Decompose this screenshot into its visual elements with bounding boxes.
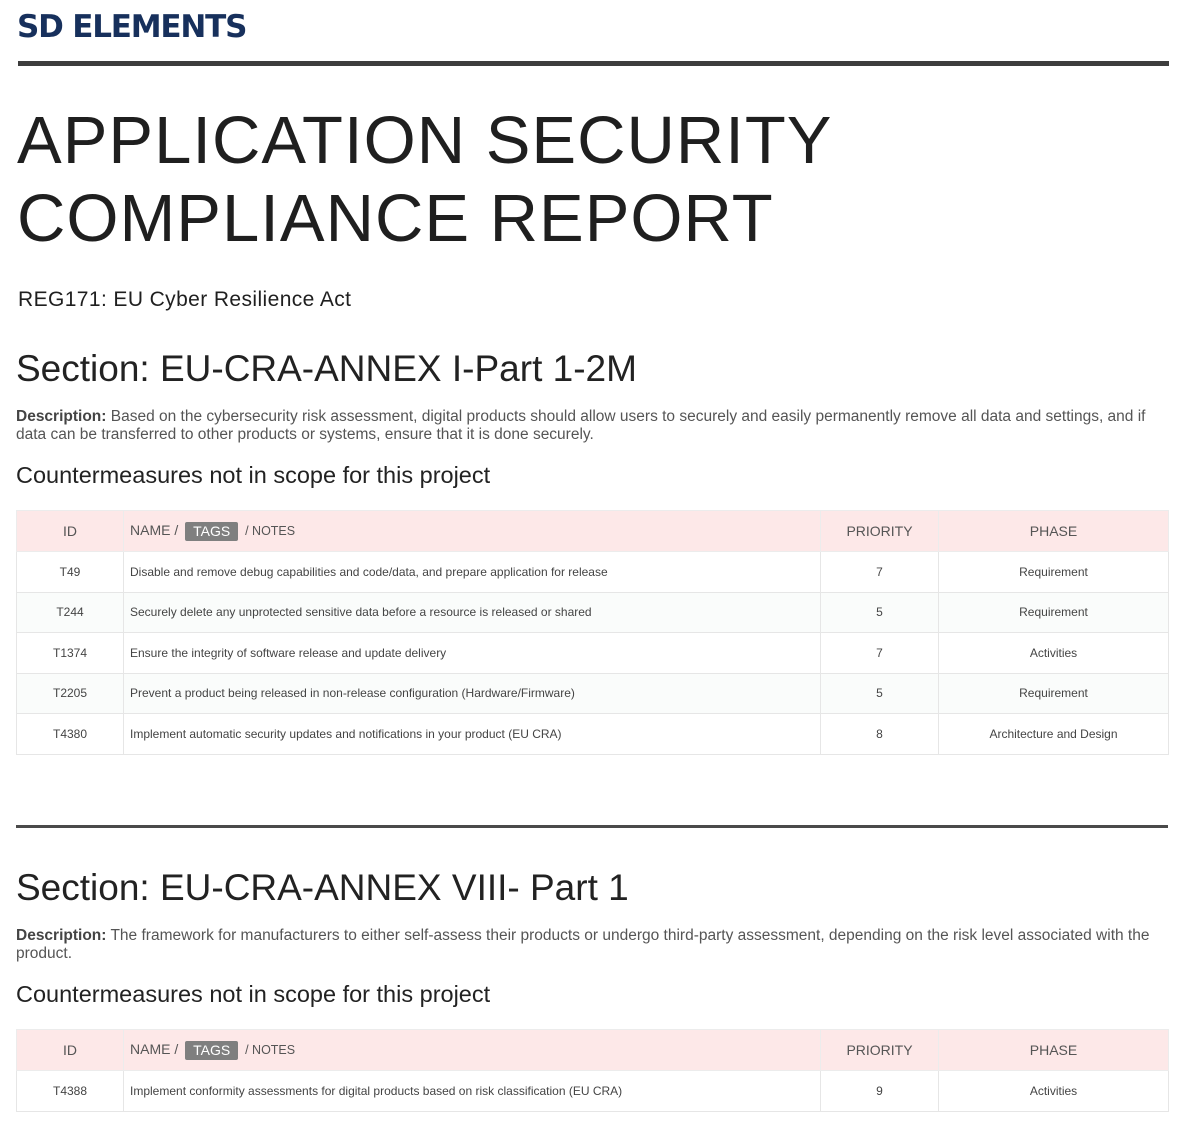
row-name: Prevent a product being released in non-release configuration (Hardware/Firmware) (124, 673, 821, 714)
row-phase: Requirement (939, 673, 1169, 714)
row-name: Securely delete any unprotected sensitive data before a resource is released or shared (124, 592, 821, 633)
row-phase: Architecture and Design (939, 714, 1169, 755)
row-name: Disable and remove debug capabilities and code/data, and prepare application for release (124, 552, 821, 593)
description-text: The framework for manufacturers to either self-assess their products or undergo third-party assessment, depending on the risk level associated with the product. (16, 927, 1150, 962)
row-priority: 7 (821, 552, 939, 593)
table-header-row (17, 1030, 1169, 1071)
section-title-2: Section: EU-CRA-ANNEX VIII- Part 1 (16, 867, 629, 908)
table-header-row (17, 511, 1169, 552)
row-name: Ensure the integrity of software release and update delivery (124, 633, 821, 674)
col-priority: PRIORITY (821, 1030, 939, 1071)
sd-elements-logo: SD ELEMENTS (17, 9, 247, 45)
row-phase: Requirement (939, 552, 1169, 593)
row-id: T49 (17, 552, 124, 593)
col-name-label: NAME / (130, 521, 179, 538)
col-id: ID (17, 511, 124, 552)
row-phase: Requirement (939, 592, 1169, 633)
col-id: ID (17, 1030, 124, 1071)
col-notes-label: / NOTES (245, 1042, 296, 1057)
row-phase: Activities (939, 1071, 1169, 1112)
row-id: T244 (17, 592, 124, 633)
report-title-line-1: APPLICATION SECURITY (17, 103, 833, 178)
header-divider (18, 61, 1169, 66)
countermeasures-table-1 (16, 510, 1169, 755)
section-description-2 (16, 927, 1166, 963)
report-title-line-2: COMPLIANCE REPORT (17, 181, 774, 256)
row-id: T1374 (17, 633, 124, 674)
row-id: T4388 (17, 1071, 124, 1112)
description-label: Description: (16, 408, 107, 425)
table-row (17, 1071, 1169, 1112)
table-row (17, 673, 1169, 714)
table-row (17, 552, 1169, 593)
table-row (17, 592, 1169, 633)
row-priority: 5 (821, 673, 939, 714)
col-notes-label: / NOTES (245, 523, 296, 538)
row-id: T4380 (17, 714, 124, 755)
section-divider (16, 825, 1168, 828)
section-title-1: Section: EU-CRA-ANNEX I-Part 1-2M (16, 348, 637, 389)
col-name (124, 511, 821, 552)
tags-pill: TAGS (185, 1041, 238, 1060)
col-phase: PHASE (939, 1030, 1169, 1071)
row-priority: 5 (821, 592, 939, 633)
tags-pill: TAGS (185, 522, 238, 541)
col-name-label: NAME / (130, 1040, 179, 1057)
countermeasures-heading-1: Countermeasures not in scope for this project (16, 462, 491, 488)
table-row (17, 714, 1169, 755)
row-priority: 9 (821, 1071, 939, 1112)
row-id: T2205 (17, 673, 124, 714)
description-text: Based on the cybersecurity risk assessment, digital products should allow users to securely and easily permanently remove all data and settings, and if data can be transferred to other products or systems, ensure that it is done securely. (16, 408, 1146, 443)
countermeasures-heading-2: Countermeasures not in scope for this project (16, 981, 491, 1007)
table-row (17, 633, 1169, 674)
row-phase: Activities (939, 633, 1169, 674)
regulation-title: REG171: EU Cyber Resilience Act (18, 288, 352, 311)
row-priority: 7 (821, 633, 939, 674)
row-priority: 8 (821, 714, 939, 755)
section-description-1 (16, 408, 1166, 444)
col-phase: PHASE (939, 511, 1169, 552)
countermeasures-table-2 (16, 1029, 1169, 1112)
col-priority: PRIORITY (821, 511, 939, 552)
description-label: Description: (16, 927, 107, 944)
col-name (124, 1030, 821, 1071)
row-name: Implement automatic security updates and notifications in your product (EU CRA) (124, 714, 821, 755)
row-name: Implement conformity assessments for digital products based on risk classification (EU CRA) (124, 1071, 821, 1112)
report-title (17, 102, 832, 258)
